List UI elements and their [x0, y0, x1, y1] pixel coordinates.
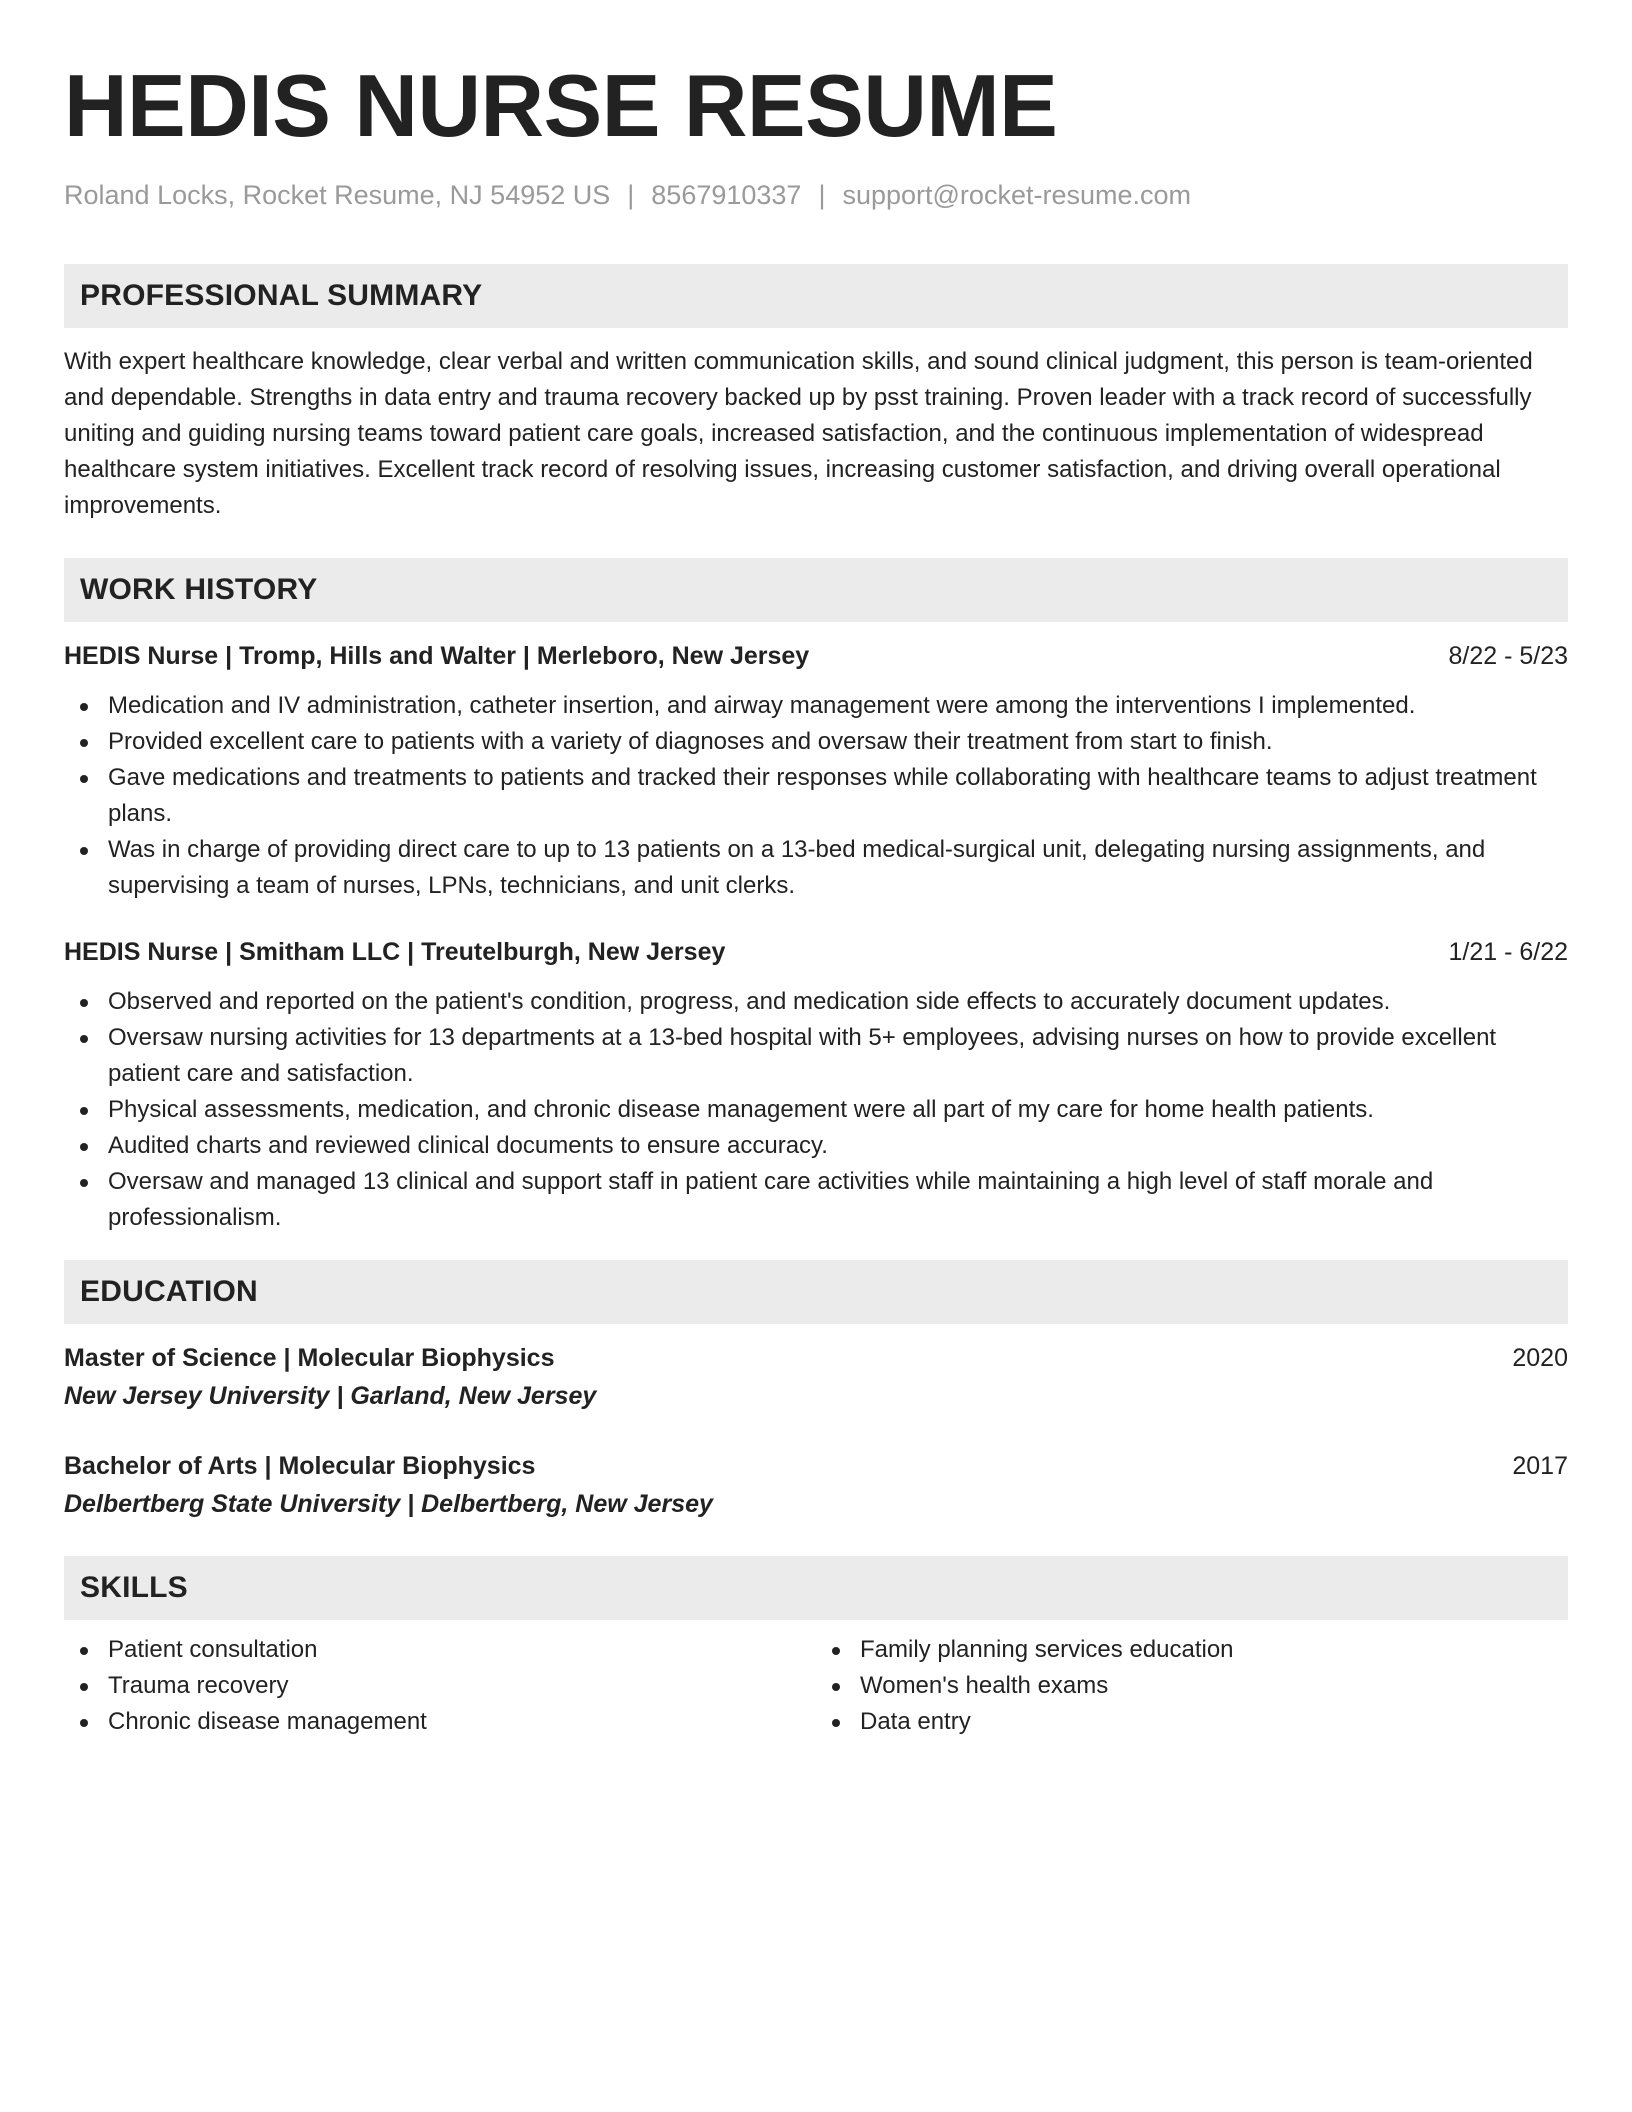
job-bullet: Observed and reported on the patient's condition, progress, and medication side effects to accurately document updates. — [64, 984, 1568, 1020]
education-school: New Jersey University | Garland, New Jersey — [64, 1382, 597, 1410]
job-dates: 1/21 - 6/22 — [1448, 938, 1568, 966]
contact-separator: | — [818, 180, 826, 210]
job-entry — [64, 934, 1568, 1236]
contact-line — [64, 178, 1568, 212]
contact-address: Roland Locks, Rocket Resume, NJ 54952 US — [64, 180, 611, 210]
contact-separator: | — [627, 180, 635, 210]
skill-item: Data entry — [816, 1704, 1568, 1740]
job-title: HEDIS Nurse | Smitham LLC | Treutelburgh, New Jersey — [64, 938, 726, 966]
job-entry — [64, 638, 1568, 904]
job-bullet: Oversaw nursing activities for 13 departments at a 13-bed hospital with 5+ employees, advising nurses on how to provide excellent patient care and satisfaction. — [64, 1020, 1568, 1092]
resume-title: HEDIS NURSE RESUME — [64, 56, 1058, 155]
education-entry — [64, 1448, 1568, 1522]
job-bullet: Physical assessments, medication, and chronic disease management were all part of my care for home health patients. — [64, 1092, 1568, 1128]
job-bullet: Medication and IV administration, catheter insertion, and airway management were among the interventions I implemented. — [64, 688, 1568, 724]
job-bullets — [64, 984, 1568, 1236]
skill-item: Trauma recovery — [64, 1668, 816, 1704]
job-header — [64, 934, 1568, 970]
education-degree: Bachelor of Arts | Molecular Biophysics — [64, 1452, 536, 1480]
job-bullet: Was in charge of providing direct care to up to 13 patients on a 13-bed medical-surgical unit, delegating nursing assignments, and supervising a team of nurses, LPNs, technicians, and unit clerks. — [64, 832, 1568, 904]
job-bullet: Provided excellent care to patients with a variety of diagnoses and oversaw their treatment from start to finish. — [64, 724, 1568, 760]
skills-column-left — [64, 1632, 816, 1740]
section-heading-summary: PROFESSIONAL SUMMARY — [64, 264, 1568, 328]
contact-email: support@rocket-resume.com — [842, 180, 1191, 210]
job-title: HEDIS Nurse | Tromp, Hills and Walter | Merleboro, New Jersey — [64, 642, 810, 670]
section-heading-work-history: WORK HISTORY — [64, 558, 1568, 622]
education-header — [64, 1448, 1568, 1484]
job-bullets — [64, 688, 1568, 904]
education-year: 2020 — [1512, 1344, 1568, 1372]
skill-item: Chronic disease management — [64, 1704, 816, 1740]
contact-phone: 8567910337 — [651, 180, 802, 210]
job-bullet: Audited charts and reviewed clinical documents to ensure accuracy. — [64, 1128, 1568, 1164]
education-year: 2017 — [1512, 1452, 1568, 1480]
skills-column-right — [816, 1632, 1568, 1740]
education-header — [64, 1340, 1568, 1376]
education-entry — [64, 1340, 1568, 1414]
education-degree: Master of Science | Molecular Biophysics — [64, 1344, 555, 1372]
job-bullet: Gave medications and treatments to patients and tracked their responses while collaborating with healthcare teams to adjust treatment plans. — [64, 760, 1568, 832]
summary-text: With expert healthcare knowledge, clear verbal and written communication skills, and sound clinical judgment, this person is team-oriented and dependable. Strengths in data entry and trauma recovery backed up by psst training. Proven leader with a track record of successfully uniting and guiding nursing teams toward patient care goals, increased satisfaction, and the continuous implementation of widespread healthcare system initiatives. Excellent track record of resolving issues, increasing customer satisfaction, and driving overall operational improvements. — [64, 348, 1533, 519]
education-school: Delbertberg State University | Delbertberg, New Jersey — [64, 1490, 713, 1518]
skill-item: Patient consultation — [64, 1632, 816, 1668]
skill-item: Family planning services education — [816, 1632, 1568, 1668]
section-heading-skills: SKILLS — [64, 1556, 1568, 1620]
job-bullet: Oversaw and managed 13 clinical and support staff in patient care activities while maintaining a high level of staff morale and professionalism. — [64, 1164, 1568, 1236]
skills-list — [64, 1632, 1568, 1740]
section-heading-education: EDUCATION — [64, 1260, 1568, 1324]
job-dates: 8/22 - 5/23 — [1448, 642, 1568, 670]
job-header — [64, 638, 1568, 674]
skill-item: Women's health exams — [816, 1668, 1568, 1704]
resume-page — [64, 56, 1568, 1740]
